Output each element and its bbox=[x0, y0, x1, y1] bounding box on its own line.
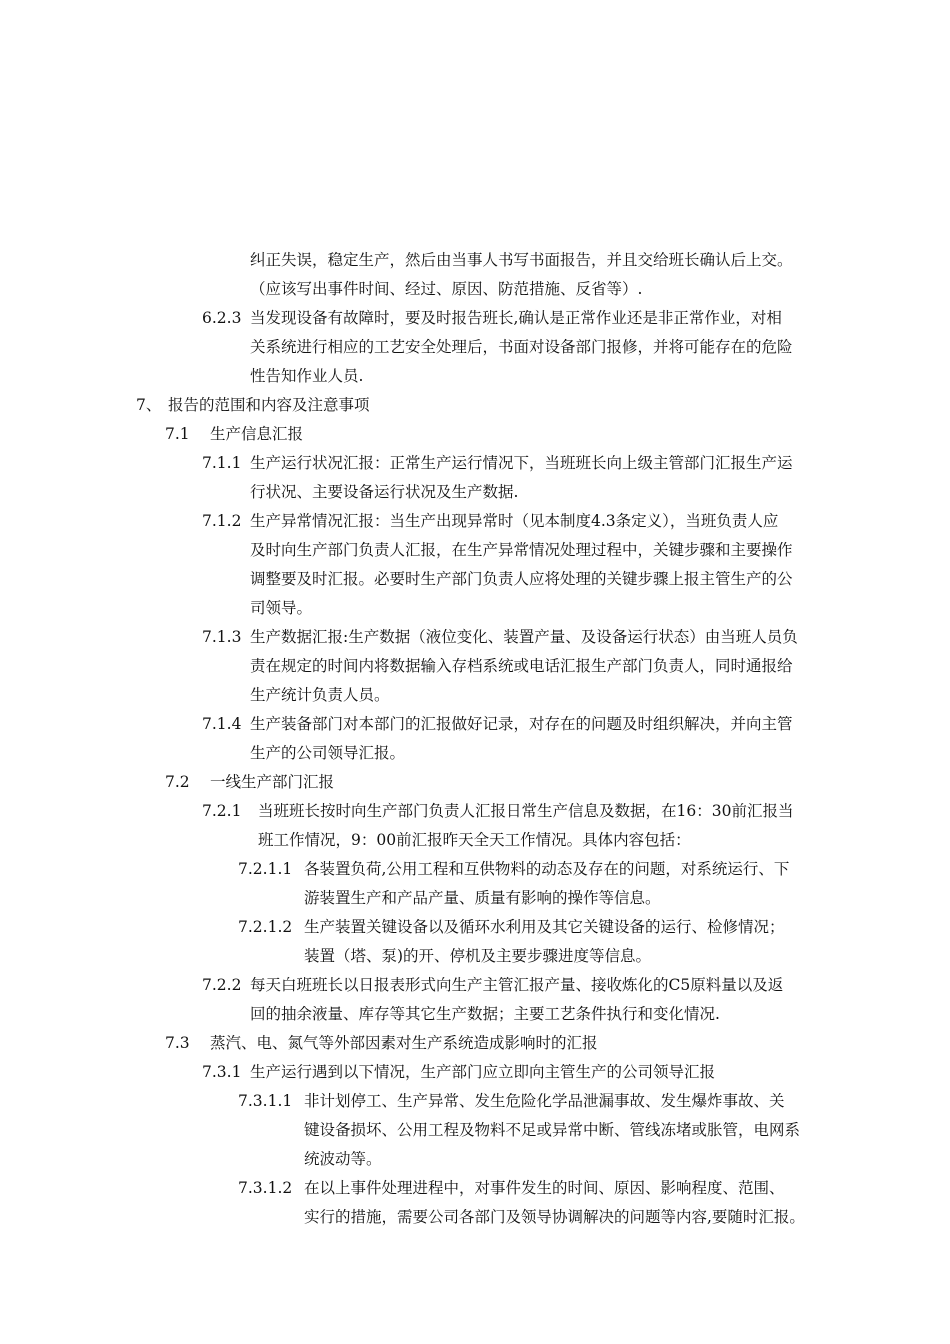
text-line: 蒸汽、电、氮气等外部因素对生产系统造成影响时的汇报 bbox=[210, 1034, 598, 1052]
text-line: 当班班长按时向生产部门负责人汇报日常生产信息及数据，在16：30前汇报当 bbox=[258, 802, 794, 820]
text-line: 生产的公司领导汇报。 bbox=[250, 744, 406, 762]
section-number: 7.1.2 bbox=[202, 512, 242, 530]
text-line: 当发现设备有故障时，要及时报告班长,确认是正常作业还是非正常作业，对相 bbox=[250, 309, 782, 327]
text-line: 各装置负荷,公用工程和互供物料的动态及存在的问题，对系统运行、下 bbox=[304, 860, 790, 878]
text-line: 统波动等。 bbox=[304, 1150, 382, 1168]
text-line: 生产运行状况汇报：正常生产运行情况下，当班班长向上级主管部门汇报生产运 bbox=[250, 454, 793, 472]
text-line: 在以上事件处理进程中，对事件发生的时间、原因、影响程度、范围、 bbox=[304, 1179, 785, 1197]
section-number: 7.1.1 bbox=[202, 454, 242, 472]
text-line: 生产数据汇报:生产数据（液位变化、装置产量、及设备运行状态）由当班人员负 bbox=[250, 628, 798, 646]
section-number: 7.1.4 bbox=[202, 715, 242, 733]
text-line: 每天白班班长以日报表形式向生产主管汇报产量、接收炼化的C5原料量以及返 bbox=[250, 976, 784, 994]
text-line: 一线生产部门汇报 bbox=[210, 773, 335, 791]
text-line: 报告的范围和内容及注意事项 bbox=[168, 396, 370, 414]
text-line: 生产装备部门对本部门的汇报做好记录，对存在的问题及时组织解决，并向主管 bbox=[250, 715, 793, 733]
text-line: 及时向生产部门负责人汇报，在生产异常情况处理过程中，关键步骤和主要操作 bbox=[250, 541, 793, 559]
section-number: 6.2.3 bbox=[202, 309, 242, 327]
section-number: 7.2.2 bbox=[202, 976, 242, 994]
text-line: 键设备损坏、公用工程及物料不足或异常中断、管线冻堵或胀管，电网系 bbox=[304, 1121, 801, 1139]
text-line: 游装置生产和产品产量、质量有影响的操作等信息。 bbox=[304, 889, 661, 907]
text-line: 性告知作业人员. bbox=[250, 367, 364, 385]
text-line: 实行的措施，需要公司各部门及领导协调解决的问题等内容,要随时汇报。 bbox=[304, 1208, 805, 1226]
text-line: （应该写出事件时间、经过、原因、防范措施、反省等）. bbox=[250, 280, 643, 298]
section-number: 7.3.1.2 bbox=[238, 1179, 293, 1197]
section-number: 7.2.1.2 bbox=[238, 918, 293, 936]
text-line: 生产装置关键设备以及循环水利用及其它关键设备的运行、检修情况； bbox=[304, 918, 785, 936]
section-number: 7.2 bbox=[165, 773, 190, 791]
text-line: 生产运行遇到以下情况，生产部门应立即向主管生产的公司领导汇报 bbox=[250, 1063, 716, 1081]
text-line: 生产统计负责人员。 bbox=[250, 686, 390, 704]
text-line: 非计划停工、生产异常、发生危险化学品泄漏事故、发生爆炸事故、关 bbox=[304, 1092, 785, 1110]
text-line: 责在规定的时间内将数据输入存档系统或电话汇报生产部门负责人，同时通报给 bbox=[250, 657, 793, 675]
text-line: 关系统进行相应的工艺安全处理后，书面对设备部门报修，并将可能存在的危险 bbox=[250, 338, 793, 356]
section-number: 7、 bbox=[136, 396, 162, 414]
section-number: 7.1 bbox=[165, 425, 190, 443]
section-number: 7.2.1.1 bbox=[238, 860, 293, 878]
text-line: 司领导。 bbox=[250, 599, 313, 617]
section-number: 7.3.1.1 bbox=[238, 1092, 293, 1110]
text-line: 调整要及时汇报。必要时生产部门负责人应将处理的关键步骤上报主管生产的公 bbox=[250, 570, 793, 588]
text-line: 生产异常情况汇报：当生产出现异常时（见本制度4.3条定义），当班负责人应 bbox=[250, 512, 779, 530]
text-line: 生产信息汇报 bbox=[210, 425, 304, 443]
section-number: 7.2.1 bbox=[202, 802, 242, 820]
text-line: 班工作情况，9：00前汇报昨天全天工作情况。具体内容包括： bbox=[258, 831, 691, 849]
text-line: 纠正失误，稳定生产，然后由当事人书写书面报告，并且交给班长确认后上交。 bbox=[250, 251, 793, 269]
text-line: 装置（塔、泵)的开、停机及主要步骤进度等信息。 bbox=[304, 947, 652, 965]
text-line: 行状况、主要设备运行状况及生产数据. bbox=[250, 483, 519, 501]
text-line: 回的抽余液量、库存等其它生产数据；主要工艺条件执行和变化情况. bbox=[250, 1005, 720, 1023]
section-number: 7.3.1 bbox=[202, 1063, 242, 1081]
section-number: 7.3 bbox=[165, 1034, 190, 1052]
section-number: 7.1.3 bbox=[202, 628, 242, 646]
